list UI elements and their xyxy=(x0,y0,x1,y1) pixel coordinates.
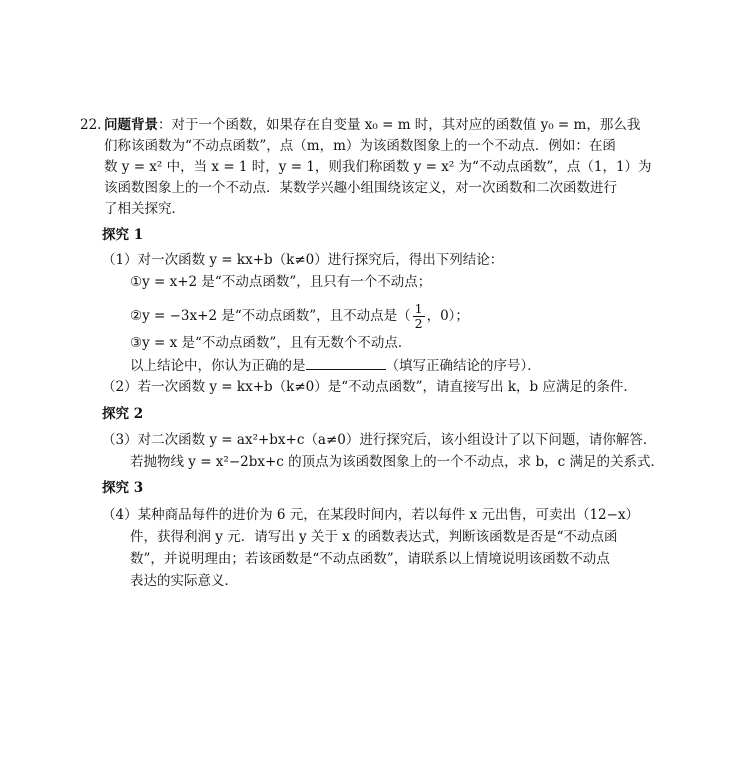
conclusion-hint: （填写正确结论的序号）． xyxy=(385,358,541,374)
background-title: 问题背景 xyxy=(104,117,158,133)
question-line-1 xyxy=(104,115,640,135)
fraction-denominator: 2 xyxy=(414,316,423,331)
question-line-5: 了相关探究． xyxy=(104,201,185,217)
question-line-4: 该函数图象上的一个不动点．某数学兴趣小组围绕该定义，对一次函数和二次函数进行 xyxy=(104,180,617,196)
conclusion-2-tail: ，0）； xyxy=(426,308,469,324)
explore-2-title: 探究 2 xyxy=(102,406,144,422)
part-2: （2）若一次函数 y = kx+b（k≠0）是“不动点函数”，请直接写出 k，b 应满足的条件． xyxy=(102,379,637,395)
part-4-line-1: （4）某种商品每件的进价为 6 元，在某段时间内，若以每件 x 元出售，可卖出（12−x） xyxy=(102,507,640,523)
question-line-2: 们称该函数为“不动点函数”，点（m，m）为该函数图象上的一个不动点．例如：在函 xyxy=(104,138,616,154)
explore-3-title: 探究 3 xyxy=(102,480,144,496)
part-3-line-1: （3）对二次函数 y = ax²+bx+c（a≠0）进行探究后，该小组设计了以下问题，请你解答． xyxy=(102,432,657,448)
conclusion-1: ①y = x+2 是“不动点函数”，且只有一个不动点； xyxy=(130,274,432,290)
conclusion-3: ③y = x 是“不动点函数”，且有无数个不动点． xyxy=(130,335,412,351)
answer-blank[interactable] xyxy=(306,355,386,370)
conclusion-2-text: ②y = −3x+2 是“不动点函数”，且不动点是（ xyxy=(130,308,411,324)
part-3-line-2: 若抛物线 y = x²−2bx+c 的顶点为该函数图象上的一个不动点，求 b，c 满足的关系式． xyxy=(130,454,664,470)
fraction-numerator: 1 xyxy=(414,301,423,316)
fraction-one-half xyxy=(413,302,425,331)
part-4-line-4: 表达的实际意义． xyxy=(130,573,238,589)
explore-1-title: 探究 1 xyxy=(102,227,144,243)
question-number: 22. xyxy=(80,117,102,133)
conclusion-2 xyxy=(130,302,469,331)
part-4-line-3: 数”，并说明理由；若该函数是“不动点函数”，请联系以上情境说明该函数不动点 xyxy=(130,551,610,567)
conclusion-prompt: 以上结论中，你认为正确的是 xyxy=(130,358,306,374)
question-text-1: ：对于一个函数，如果存在自变量 x₀ = m 时，其对应的函数值 y₀ = m，那么我 xyxy=(158,117,641,133)
part-4-line-2: 件，获得利润 y 元．请写出 y 关于 x 的函数表达式，判断该函数是否是“不动点函 xyxy=(130,529,618,545)
question-line-3: 数 y = x² 中，当 x = 1 时，y = 1，则我们称函数 y = x² 为“不动点函数”，点（1，1）为 xyxy=(104,159,652,175)
conclusion-answer-line xyxy=(130,355,541,376)
part-1-intro: （1）对一次函数 y = kx+b（k≠0）进行探究后，得出下列结论： xyxy=(102,252,504,268)
